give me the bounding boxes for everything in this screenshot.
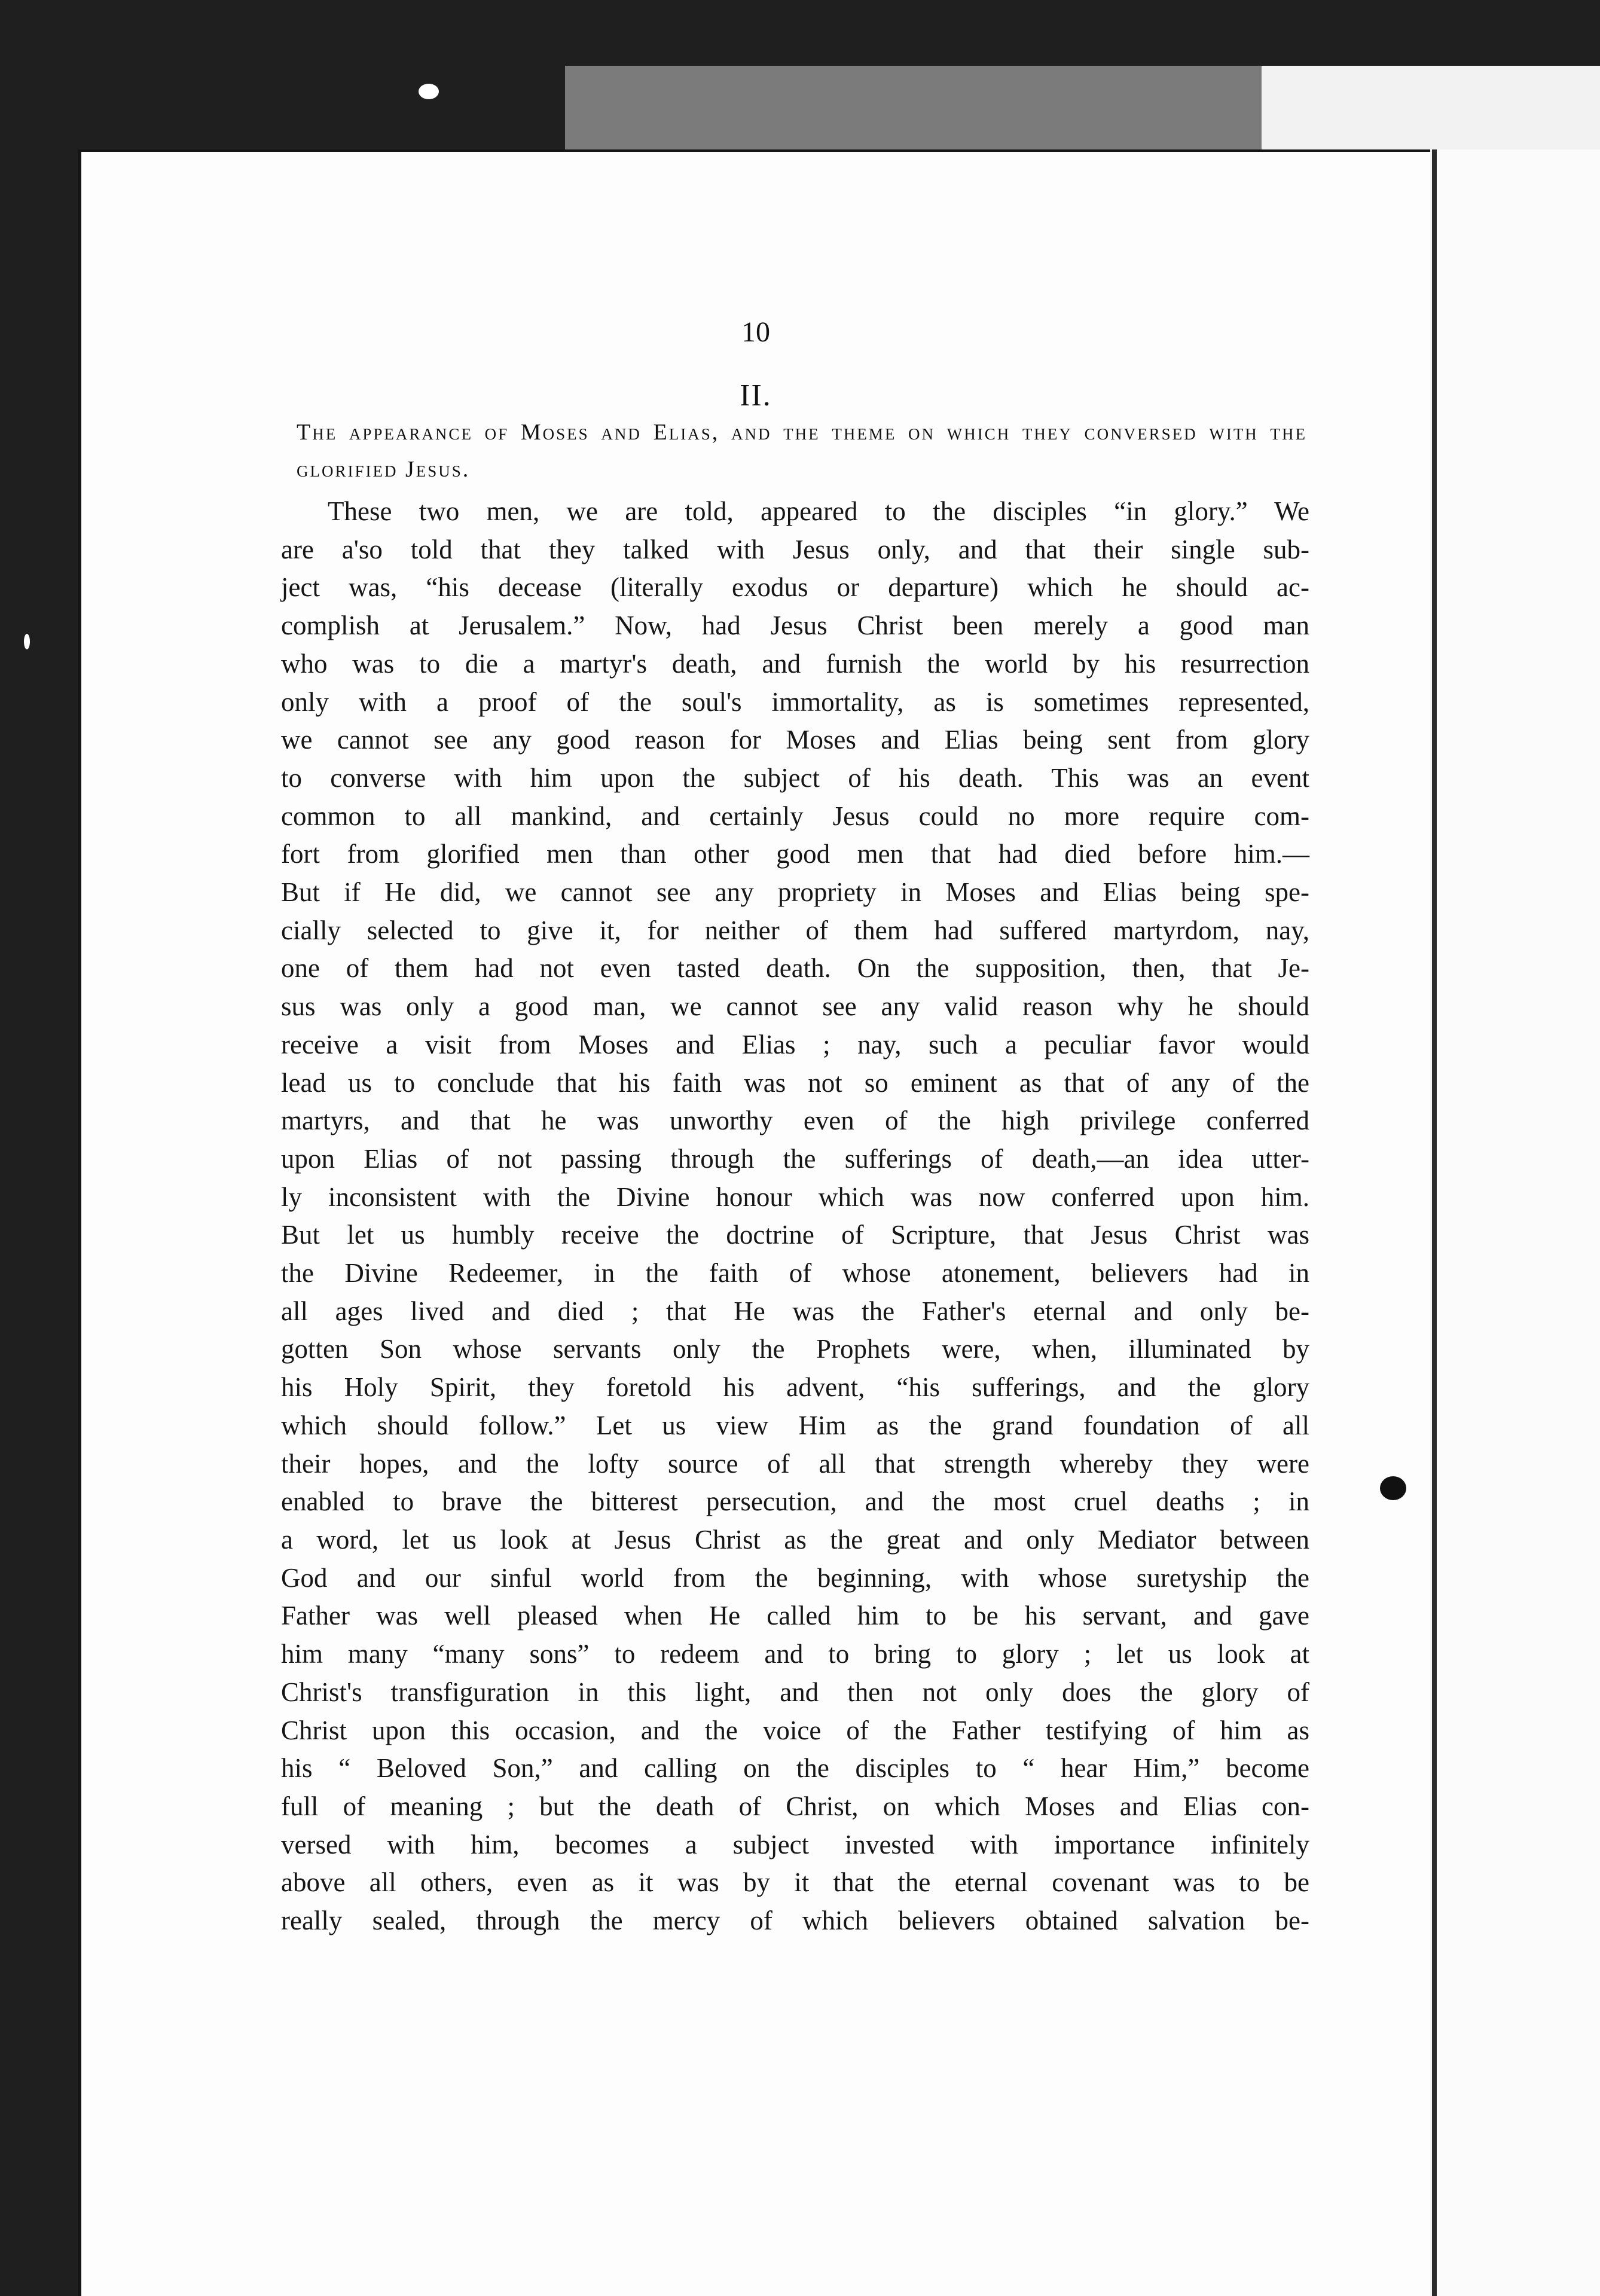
text-line: really sealed, through the mercy of which believers obtained salvation be-: [281, 1906, 1309, 1936]
text-line: versed with him, becomes a subject invested with importance infinitely: [281, 1829, 1309, 1860]
text-line: gotten Son whose servants only the Prophets were, when, illuminated by: [281, 1334, 1309, 1364]
text-line: his Holy Spirit, they foretold his advent, “his sufferings, and the glory: [281, 1372, 1309, 1403]
text-line: only with a proof of the soul's immortality, as is sometimes represented,: [281, 686, 1309, 717]
scan-dust-speck: [419, 84, 439, 99]
text-line: the Divine Redeemer, in the faith of whose atonement, believers had in: [281, 1258, 1309, 1289]
text-line: enabled to brave the bitterest persecution, and the most cruel deaths ; in: [281, 1486, 1309, 1517]
text-line: ject was, “his decease (literally exodus or departure) which he should ac-: [281, 572, 1309, 603]
book-page: [78, 149, 1430, 2296]
text-line: one of them had not even tasted death. On the supposition, then, that Je-: [281, 953, 1309, 984]
page-number: 10: [741, 316, 770, 348]
ink-blot: [1380, 1476, 1406, 1500]
scan-sheet-shadow: [1432, 149, 1437, 2296]
text-line: Christ upon this occasion, and the voice of the Father testifying of him as: [281, 1715, 1309, 1745]
text-line: his “ Beloved Son,” and calling on the disciples to “ hear Him,” become: [281, 1753, 1309, 1784]
text-line: complish at Jerusalem.” Now, had Jesus Christ been merely a good man: [281, 610, 1309, 641]
text-line: lead us to conclude that his faith was not so eminent as that of any of the: [281, 1067, 1309, 1098]
section-numeral: II.: [740, 378, 772, 413]
scan-background-strip: [565, 66, 1262, 155]
text-line: But let us humbly receive the doctrine of Scripture, that Jesus Christ was: [281, 1220, 1309, 1250]
text-line: common to all mankind, and certainly Jesus could no more require com-: [281, 801, 1309, 831]
text-line: which should follow.” Let us view Him as the grand foundation of all: [281, 1410, 1309, 1440]
text-line: him many “many sons” to redeem and to bring to glory ; let us look at: [281, 1639, 1309, 1669]
text-line: Christ's transfiguration in this light, and then not only does the glory of: [281, 1677, 1309, 1707]
text-line: These two men, we are told, appeared to the disciples “in glory.” We: [328, 496, 1309, 526]
scan-dust-speck: [24, 634, 30, 649]
text-line: receive a visit from Moses and Elias ; nay, such a peculiar favor would: [281, 1029, 1309, 1060]
text-line: who was to die a martyr's death, and furnish the world by his resurrection: [281, 648, 1309, 679]
text-line: upon Elias of not passing through the sufferings of death,—an idea utter-: [281, 1143, 1309, 1174]
text-line: fort from glorified men than other good men that had died before him.—: [281, 839, 1309, 869]
text-line: cially selected to give it, for neither of them had suffered martyrdom, nay,: [281, 915, 1309, 945]
section-title: The appearance of Moses and Elias, and the theme on which they conversed with the glorified Jesus.: [297, 420, 1307, 482]
text-line: ly inconsistent with the Divine honour which was now conferred upon him.: [281, 1181, 1309, 1212]
scan-adjacent-page-edge: [1437, 149, 1600, 2296]
text-line: martyrs, and that he was unworthy even of the high privilege conferred: [281, 1106, 1309, 1136]
text-line: But if He did, we cannot see any propriety in Moses and Elias being spe-: [281, 877, 1309, 908]
text-line: to converse with him upon the subject of his death. This was an event: [281, 762, 1309, 793]
text-line: full of meaning ; but the death of Christ, on which Moses and Elias con-: [281, 1791, 1309, 1821]
text-line: sus was only a good man, we cannot see any valid reason why he should: [281, 991, 1309, 1022]
text-line: God and our sinful world from the beginning, with whose suretyship the: [281, 1562, 1309, 1593]
text-line: a word, let us look at Jesus Christ as the great and only Mediator between: [281, 1524, 1309, 1555]
body-text: [281, 493, 1309, 1940]
text-line: above all others, even as it was by it that the eternal covenant was to be: [281, 1867, 1309, 1898]
text-line: are a'so told that they talked with Jesus only, and that their single sub-: [281, 534, 1309, 564]
text-line: Father was well pleased when He called him to be his servant, and gave: [281, 1601, 1309, 1631]
text-line: we cannot see any good reason for Moses and Elias being sent from glory: [281, 725, 1309, 755]
text-line: their hopes, and the lofty source of all that strength whereby they were: [281, 1448, 1309, 1479]
text-line: all ages lived and died ; that He was the Father's eternal and only be-: [281, 1296, 1309, 1326]
